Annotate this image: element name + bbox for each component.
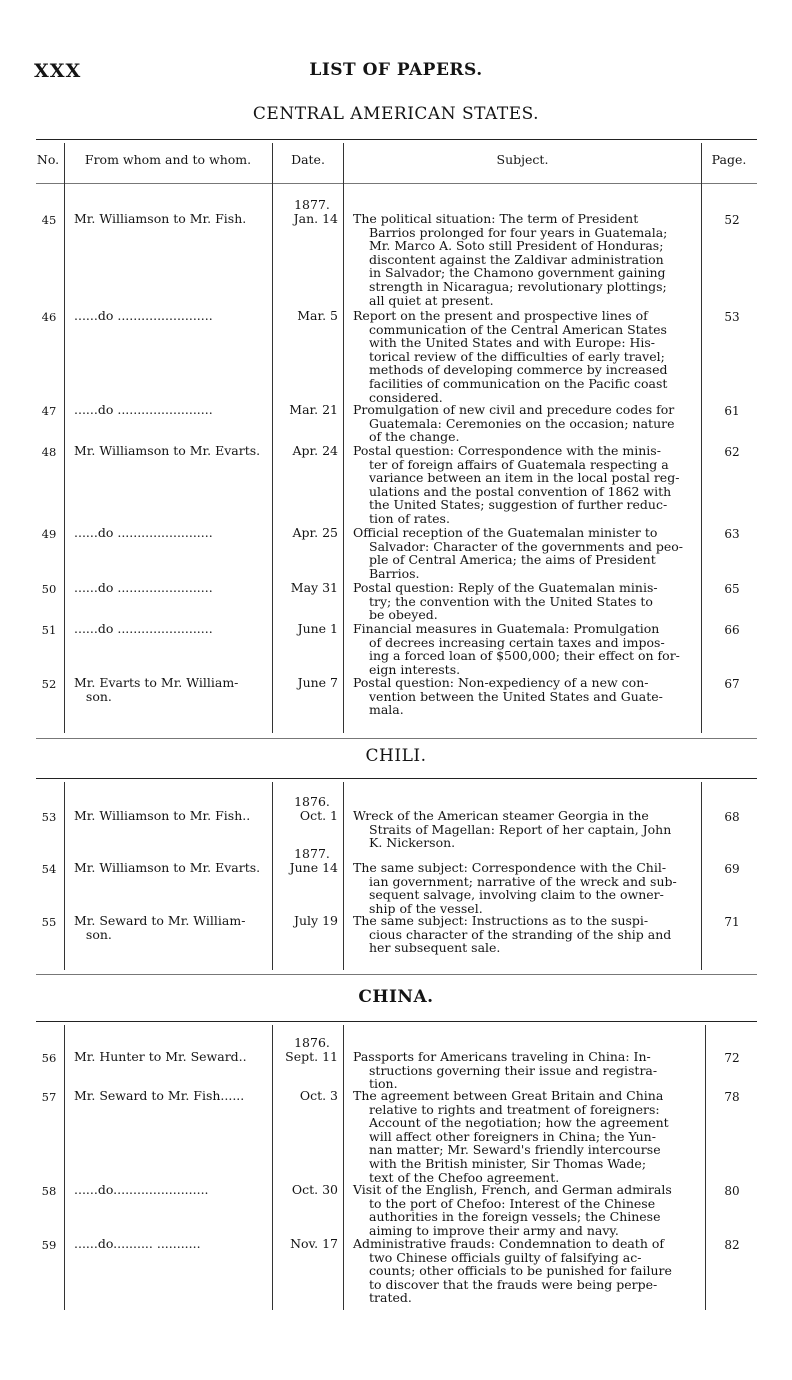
subject-cell bbox=[353, 1183, 696, 1237]
subject-line: structions governing their issue and registra- bbox=[369, 1062, 658, 1078]
table-top-rule bbox=[36, 139, 757, 140]
subject-line: Guatemala: Ceremonies on the occasion; nature bbox=[369, 415, 675, 431]
subject-line: in Salvador; the Chamono government gaining bbox=[369, 265, 666, 281]
date-cell bbox=[276, 1089, 338, 1103]
subject-cell bbox=[353, 622, 696, 676]
entry-number: 59 bbox=[41, 1238, 57, 1252]
subject-cell bbox=[353, 212, 696, 307]
subject-line: be obeyed. bbox=[369, 607, 438, 623]
column-header-no: No. bbox=[36, 152, 60, 167]
subject-line: all quiet at present. bbox=[369, 292, 494, 308]
date-day: Oct. 1 bbox=[299, 808, 338, 824]
page-reference: 53 bbox=[724, 310, 740, 324]
column-divider bbox=[272, 1025, 273, 1310]
entry-number: 52 bbox=[41, 677, 57, 691]
correspondent: ......do........................ bbox=[74, 1182, 209, 1197]
subject-cell bbox=[353, 1089, 696, 1184]
subject-line: The political situation: The term of President bbox=[353, 211, 639, 226]
date-day: Sept. 11 bbox=[285, 1049, 338, 1065]
column-divider bbox=[64, 1025, 65, 1310]
column-divider bbox=[701, 782, 702, 970]
subject-line: Wreck of the American steamer Georgia in the bbox=[353, 808, 649, 823]
subject-line: ing a forced loan of $500,000; their effect on for- bbox=[369, 648, 680, 664]
subject-line: Administrative frauds: Condemnation to death of bbox=[353, 1236, 664, 1251]
correspondent: Mr. Williamson to Mr. Fish. bbox=[74, 211, 247, 226]
subject-line: try; the convention with the United States to bbox=[369, 593, 653, 609]
date-cell bbox=[276, 444, 338, 458]
date-cell bbox=[276, 1183, 338, 1197]
date-day: Mar. 21 bbox=[289, 402, 338, 417]
subject-line: aiming to improve their army and navy. bbox=[369, 1222, 619, 1238]
page-reference: 69 bbox=[724, 862, 740, 876]
subject-cell bbox=[353, 526, 696, 580]
entry-number: 46 bbox=[41, 310, 57, 324]
subject-line: tion. bbox=[369, 1076, 398, 1092]
subject-line: Postal question: Non-expediency of a new con- bbox=[353, 675, 649, 690]
page-reference: 62 bbox=[724, 445, 740, 459]
correspondent: Mr. Williamson to Mr. Evarts. bbox=[74, 443, 261, 458]
column-divider bbox=[343, 143, 344, 733]
subject-line: tion of rates. bbox=[369, 510, 450, 526]
page-reference: 71 bbox=[724, 915, 740, 929]
entry-number: 57 bbox=[41, 1090, 57, 1104]
subject-line: facilities of communication on the Pacific coast bbox=[369, 375, 668, 391]
subject-line: Postal question: Reply of the Guatemalan minis- bbox=[353, 580, 658, 595]
entry-number: 51 bbox=[41, 623, 57, 637]
subject-line: with the British minister, Sir Thomas Wade; bbox=[369, 1155, 647, 1171]
date-cell bbox=[276, 622, 338, 636]
subject-line: ter of foreign affairs of Guatemala respecting a bbox=[369, 456, 669, 472]
subject-line: two Chinese officials guilty of falsifying ac- bbox=[369, 1249, 642, 1265]
correspondent: Mr. Seward to Mr. William- son. bbox=[74, 913, 246, 943]
subject-line: Financial measures in Guatemala: Promulgation bbox=[353, 621, 660, 636]
subject-line: cious character of the stranding of the ship and bbox=[369, 926, 672, 942]
column-divider bbox=[64, 782, 65, 970]
date-day: June 7 bbox=[297, 675, 338, 690]
entry-number: 45 bbox=[41, 213, 57, 227]
date-cell bbox=[276, 526, 338, 540]
subject-line: Report on the present and prospective lines of bbox=[353, 308, 648, 323]
subject-line: mala. bbox=[369, 702, 404, 718]
subject-line: strength in Nicaragua; revolutionary plottings; bbox=[369, 278, 667, 294]
subject-cell bbox=[353, 444, 696, 526]
subject-line: Official reception of the Guatemalan minister to bbox=[353, 525, 658, 540]
page-header bbox=[34, 60, 758, 86]
page-reference: 67 bbox=[724, 677, 740, 691]
date-year: 1877. bbox=[294, 846, 330, 861]
column-divider bbox=[701, 143, 702, 733]
correspondent: Mr. Williamson to Mr. Evarts. bbox=[74, 860, 261, 875]
subject-cell bbox=[353, 861, 696, 915]
date-day: Oct. 30 bbox=[291, 1182, 338, 1197]
subject-cell bbox=[353, 581, 696, 622]
subject-line: the United States; suggestion of further reduc- bbox=[369, 497, 668, 513]
page-reference: 80 bbox=[724, 1184, 740, 1198]
subject-line: Visit of the English, French, and German admirals bbox=[353, 1182, 672, 1197]
page-reference: 68 bbox=[724, 810, 740, 824]
page-reference: 63 bbox=[724, 527, 740, 541]
page-reference: 52 bbox=[724, 213, 740, 227]
date-day: Apr. 24 bbox=[292, 443, 338, 458]
header-bottom-rule bbox=[36, 183, 757, 184]
subject-line: Mr. Marco A. Soto still President of Honduras; bbox=[369, 238, 664, 254]
subject-line: The same subject: Instructions as to the suspi- bbox=[353, 913, 649, 928]
correspondent: ......do ........................ bbox=[74, 621, 213, 636]
subject-cell bbox=[353, 403, 696, 444]
subject-line: trated. bbox=[369, 1290, 412, 1306]
subject-line: of decrees increasing certain taxes and impos- bbox=[369, 634, 665, 650]
subject-line: of the change. bbox=[369, 429, 460, 445]
date-cell bbox=[276, 1237, 338, 1251]
subject-line: Postal question: Correspondence with the minis- bbox=[353, 443, 661, 458]
date-cell bbox=[276, 676, 338, 690]
subject-line: K. Nickerson. bbox=[369, 835, 456, 851]
entry-number: 47 bbox=[41, 404, 57, 418]
date-cell bbox=[276, 847, 338, 875]
subject-line: variance between an item in the local postal reg- bbox=[369, 470, 680, 486]
date-cell bbox=[276, 914, 338, 928]
column-divider bbox=[272, 143, 273, 733]
subject-line: to the port of Chefoo: Interest of the Chinese bbox=[369, 1195, 656, 1211]
subject-line: authorities in the foreign vessels; the Chinese bbox=[369, 1209, 661, 1225]
subject-cell bbox=[353, 676, 696, 717]
page-reference: 66 bbox=[724, 623, 740, 637]
section-top-rule bbox=[36, 778, 757, 779]
subject-line: ian government; narrative of the wreck and sub- bbox=[369, 873, 677, 889]
column-divider bbox=[272, 782, 273, 970]
subject-line: nan matter; Mr. Seward's friendly intercourse bbox=[369, 1142, 661, 1158]
subject-line: Passports for Americans traveling in China: In- bbox=[353, 1049, 651, 1064]
correspondent: Mr. Evarts to Mr. William- son. bbox=[74, 675, 239, 705]
page-title: LIST OF PAPERS. bbox=[309, 60, 483, 80]
subject-line: Barrios prolonged for four years in Guatemala; bbox=[369, 224, 668, 240]
subject-line: ulations and the postal convention of 1862 with bbox=[369, 483, 672, 499]
date-day: May 31 bbox=[290, 580, 338, 595]
subject-line: discontent against the Zaldivar administration bbox=[369, 251, 664, 267]
date-cell bbox=[276, 198, 338, 226]
page-number: XXX bbox=[34, 60, 82, 82]
date-cell bbox=[276, 581, 338, 595]
date-day: June 1 bbox=[297, 621, 338, 636]
date-cell bbox=[276, 403, 338, 417]
entry-number: 56 bbox=[41, 1051, 57, 1065]
entry-number: 50 bbox=[41, 582, 57, 596]
subject-cell bbox=[353, 309, 696, 404]
correspondent: Mr. Seward to Mr. Fish...... bbox=[74, 1088, 245, 1103]
correspondent: Mr. Williamson to Mr. Fish.. bbox=[74, 808, 251, 823]
subject-line: Barrios. bbox=[369, 565, 420, 581]
subject-line: torical review of the difficulties of early travel; bbox=[369, 348, 665, 364]
subject-line: Salvador: Character of the governments and peo- bbox=[369, 538, 684, 554]
date-cell bbox=[276, 309, 338, 323]
subject-line: The agreement between Great Britain and China bbox=[353, 1088, 664, 1103]
subject-cell bbox=[353, 809, 696, 850]
entry-number: 48 bbox=[41, 445, 57, 459]
page-reference: 65 bbox=[724, 582, 740, 596]
subject-line: ship of the vessel. bbox=[369, 900, 483, 916]
date-day: Nov. 17 bbox=[290, 1236, 338, 1251]
subject-line: ple of Central America; the aims of President bbox=[369, 552, 656, 568]
page-reference: 78 bbox=[724, 1090, 740, 1104]
subject-line: Account of the negotiation; how the agreement bbox=[369, 1115, 669, 1131]
page-reference: 82 bbox=[724, 1238, 740, 1252]
subject-line: vention between the United States and Guate- bbox=[369, 688, 663, 704]
section-title-chili: CHILI. bbox=[365, 746, 427, 766]
entry-number: 55 bbox=[41, 915, 57, 929]
correspondent: ......do.......... ........... bbox=[74, 1236, 201, 1251]
column-divider bbox=[64, 143, 65, 733]
date-day: Oct. 3 bbox=[299, 1088, 338, 1103]
correspondent: ......do ........................ bbox=[74, 402, 213, 417]
correspondent: Mr. Hunter to Mr. Seward.. bbox=[74, 1049, 247, 1064]
date-year: 1876. bbox=[294, 1035, 330, 1050]
column-divider bbox=[343, 1025, 344, 1310]
date-cell bbox=[276, 795, 338, 823]
column-divider bbox=[343, 782, 344, 970]
date-year: 1876. bbox=[294, 794, 330, 809]
subject-line: Straits of Magellan: Report of her captain, John bbox=[369, 821, 672, 837]
column-header-date: Date. bbox=[291, 152, 325, 167]
correspondent: ......do ........................ bbox=[74, 308, 213, 323]
column-header-from: From whom and to whom. bbox=[84, 152, 252, 167]
subject-line: The same subject: Correspondence with the Chil- bbox=[353, 860, 667, 875]
subject-line: relative to rights and treatment of foreigners: bbox=[369, 1101, 660, 1117]
subject-line: text of the Chefoo agreement. bbox=[369, 1169, 560, 1185]
date-day: June 14 bbox=[289, 860, 338, 876]
date-year: 1877. bbox=[294, 197, 330, 212]
subject-line: with the United States and with Europe: His- bbox=[369, 335, 656, 351]
subject-cell bbox=[353, 914, 696, 955]
column-header-page: Page. bbox=[711, 152, 747, 167]
subject-cell bbox=[353, 1050, 696, 1091]
subject-cell bbox=[353, 1237, 696, 1305]
date-cell bbox=[276, 1036, 338, 1064]
subject-line: will affect other foreigners in China; the Yun- bbox=[369, 1128, 656, 1144]
entry-number: 53 bbox=[41, 810, 57, 824]
subject-line: her subsequent sale. bbox=[369, 940, 501, 956]
subject-line: considered. bbox=[369, 389, 443, 405]
subject-line: to discover that the frauds were being perpe- bbox=[369, 1276, 658, 1292]
subject-line: Promulgation of new civil and precedure codes for bbox=[353, 402, 675, 417]
page-reference: 72 bbox=[724, 1051, 740, 1065]
date-day: Apr. 25 bbox=[292, 525, 338, 540]
entry-number: 54 bbox=[41, 862, 57, 876]
correspondent: ......do ........................ bbox=[74, 580, 213, 595]
section-bottom-rule bbox=[36, 738, 757, 739]
date-day: July 19 bbox=[293, 913, 338, 928]
subject-line: methods of developing commerce by increased bbox=[369, 362, 668, 378]
section-title-china: CHINA. bbox=[358, 987, 434, 1007]
date-day: Mar. 5 bbox=[297, 308, 338, 323]
page-reference: 61 bbox=[724, 404, 740, 418]
correspondent: ......do ........................ bbox=[74, 525, 213, 540]
date-day: Jan. 14 bbox=[293, 211, 338, 227]
section-top-rule bbox=[36, 1021, 757, 1022]
section-title-central-america: CENTRAL AMERICAN STATES. bbox=[252, 104, 540, 124]
subject-line: communication of the Central American States bbox=[369, 321, 667, 337]
subject-line: counts; other officials to be punished for failure bbox=[369, 1263, 672, 1279]
section-bottom-rule bbox=[36, 974, 757, 975]
subject-line: eign interests. bbox=[369, 661, 461, 677]
entry-number: 49 bbox=[41, 527, 57, 541]
entry-number: 58 bbox=[41, 1184, 57, 1198]
subject-line: sequent salvage, involving claim to the owner- bbox=[369, 887, 664, 903]
column-divider bbox=[705, 1025, 706, 1310]
column-header-subject: Subject. bbox=[496, 152, 549, 167]
